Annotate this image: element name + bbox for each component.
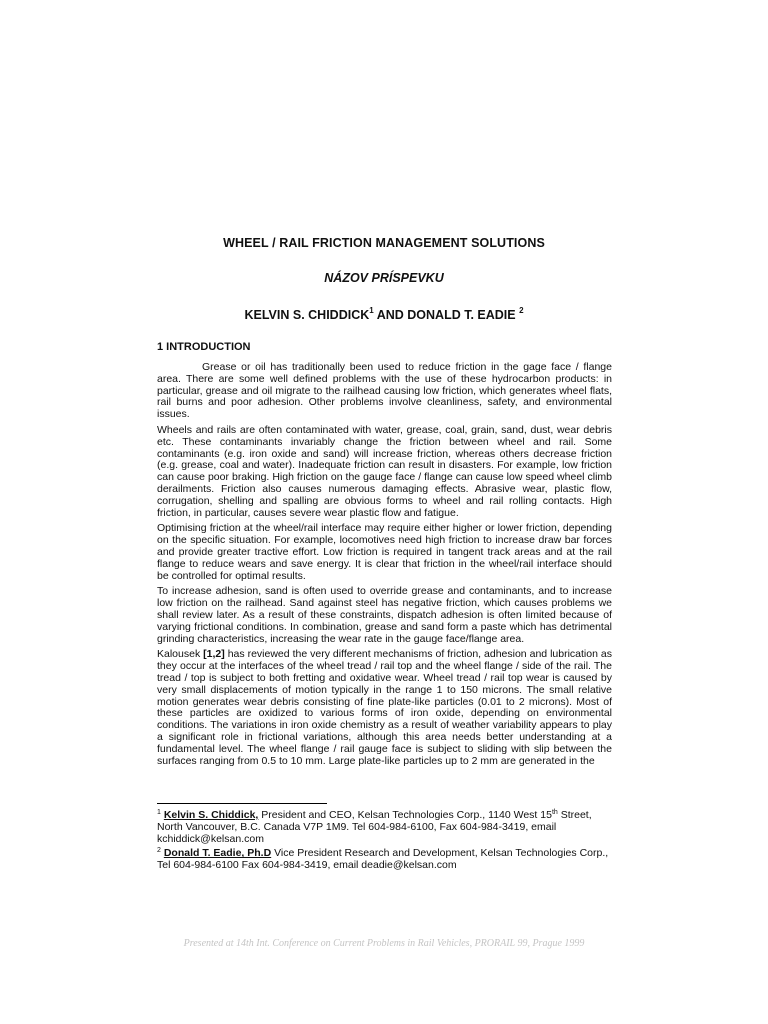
paragraph-5-start: Kalousek (157, 648, 204, 661)
paragraph-5 (157, 649, 612, 767)
footnote-1-text-a: President and CEO, Kelsan Technologies Corp., 1140 West 15 (258, 809, 552, 821)
body-text (157, 362, 612, 771)
footnotes (157, 807, 612, 872)
paragraph-4: To increase adhesion, sand is often used to override grease and contaminants, and to increase low friction on the railhead. Sand against steel has negative friction, which causes problems we shall review later. As a result of these constraints, dispatch adhesion is often limited because of varying frictional conditions. In combination, grease and sand form a paste which has detrimental grinding characteristics, increasing the wear rate in the gauge face/flange area. (157, 585, 612, 645)
footnote-1-name: Kelvin S. Chiddick, (163, 809, 259, 821)
conference-footer: Presented at 14th Int. Conference on Current Problems in Rail Vehicles, PRORAIL 99, Prague 1999 (183, 938, 585, 949)
author-line (0, 306, 768, 322)
footnote-2 (157, 845, 612, 872)
author-joiner: AND DONALD T. EADIE (373, 308, 520, 322)
paper-subtitle: NÁZOV PRÍSPEVKU (324, 271, 444, 285)
author-2-footnote-mark: 2 (519, 306, 524, 315)
paragraph-3: Optimising friction at the wheel/rail interface may require either higher or lower friction, depending on the specific situation. For example, locomotives need high friction to increase draw bar forces and provide greater tractive effort. Low friction is required in tangent track areas and at the rail flange to reduce wears and save energy. It is clear that friction in the wheel/rail interface should be controlled for optimal results. (157, 522, 612, 582)
footnote-2-name: Donald T. Eadie, Ph.D (163, 847, 272, 860)
author-1-footnote-mark: 1 (369, 306, 374, 315)
footnote-2-text: Vice President Research and Development, Kelsan Technologies Corp., Tel 604-984-6100 Fax 604-984-3419, email deadie@kelsan.com (157, 847, 609, 872)
paragraph-1: Grease or oil has traditionally been used to reduce friction in the gage face / flange area. There are some well defined problems with the use of these hydrocarbon products: in particular, grease and oil migrate to the railhead causing low friction, which generates wheel flats, rail burns and poor adhesion. Other problems involve cleanliness, safety, and environmental issues. (157, 361, 612, 421)
footnote-1-mark: 1 (157, 809, 161, 816)
footnote-1-th: th (551, 809, 558, 816)
section-heading: 1 INTRODUCTION (157, 341, 251, 353)
citation-ref: [1,2] (203, 648, 225, 661)
footnote-1-text-b: Street, North Vancouver, B.C. Canada V7P 1M9. Tel 604-984-6100, Fax 604-984-3419, email kchiddick@kelsan.com (157, 809, 592, 845)
footnote-divider (157, 803, 327, 804)
footnote-2-mark: 2 (157, 847, 161, 855)
paragraph-2: Wheels and rails are often contaminated with water, grease, coal, grain, sand, dust, wear debris etc. These contaminants invariably change the friction between wheel and rail. Some contaminants (e.g. iron oxide and sand) will increase friction, whereas others decrease friction (e.g. grease, coal and water). Inadequate friction can result in disasters. For example, low friction can cause poor braking. High friction on the gauge face / flange can cause low speed wheel climb derailments. Friction also causes numerous damaging effects. Abrasive wear, plastic flow, corrugation, shelling and spalling are obvious forms to wheel and rail rolling contacts. High friction, in particular, causes severe wear plastic flow and fatigue. (157, 423, 612, 519)
paragraph-5-rest: has reviewed the very different mechanisms of friction, adhesion and lubrication as they occur at the interfaces of the wheel tread / rail top and the wheel flange / side of the rail. The tread / top is subject to both fretting and oxidative wear. Wheel tread / rail top wear is caused by very small displacements of motion typically in the range 1 to 150 microns. The small relative motion generates wear debris consisting of fine plate-like particles (0.01 to 2 microns). Most of these particles are oxidized to various forms of iron oxide, depending on environmental conditions. The variations in iron oxide chemistry as a result of weather variability appears to play a significant role in frictional variations, although this area needs better understanding at a fundamental level. The wheel flange / rail gauge face is subject to sliding with slip between the surfaces ranging from 0.5 to 10 mm. Large plate-like particles up to 2 mm are generated in the (157, 648, 612, 767)
author-1: KELVIN S. CHIDDICK (244, 308, 370, 322)
footnote-1 (157, 807, 612, 845)
paper-title: WHEEL / RAIL FRICTION MANAGEMENT SOLUTIONS (223, 236, 545, 250)
